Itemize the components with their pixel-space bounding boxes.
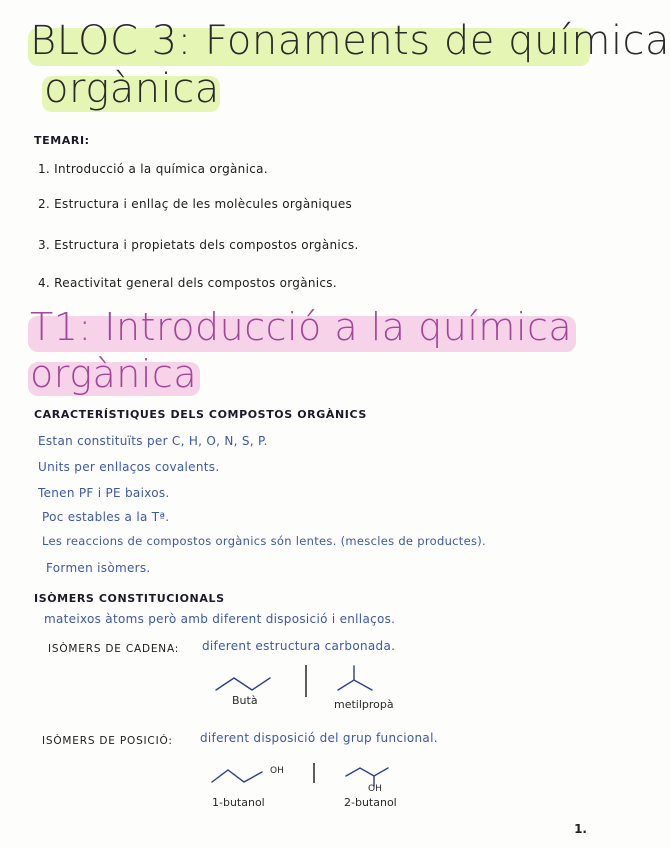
butane-caption: Butà: [232, 694, 258, 707]
topic-title-line-2: orgànica: [30, 352, 198, 396]
topic-title-line-1: T1: Introducció a la química: [30, 305, 573, 349]
caracteristica-item: Poc estables a la Tª.: [42, 510, 170, 524]
caracteristica-item: Estan constituïts per C, H, O, N, S, P.: [38, 434, 268, 448]
caracteristica-item: Units per enllaços covalents.: [38, 460, 220, 474]
page-title-line-1: BLOC 3: Fonaments de química: [30, 18, 670, 64]
posicio-label: ISÒMERS DE POSICIÓ:: [42, 735, 173, 747]
posicio-text: diferent disposició del grup funcional.: [200, 731, 438, 745]
page-number: 1.: [574, 822, 587, 836]
cadena-divider: [304, 664, 308, 698]
temari-heading: TEMARI:: [34, 134, 90, 147]
temari-item: 1. Introducció a la química orgànica.: [38, 162, 268, 176]
temari-item: 2. Estructura i enllaç de les molècules orgàniques: [38, 197, 353, 211]
oh-label: OH: [270, 766, 284, 776]
temari-item: 3. Estructura i propietats dels compostos orgànics.: [38, 238, 359, 252]
caracteristica-item: Les reaccions de compostos orgànics són lentes. (mescles de productes).: [42, 534, 486, 548]
cadena-label: ISÒMERS DE CADENA:: [48, 643, 180, 655]
oh-label: OH: [368, 784, 382, 794]
temari-item: 4. Reactivitat general dels compostos orgànics.: [38, 276, 337, 290]
posicio-divider: [312, 762, 316, 784]
methylpropane-structure-icon: [334, 664, 386, 694]
page-title-line-2: orgànica: [44, 66, 220, 112]
butanol-1-caption: 1-butanol: [212, 796, 265, 809]
caracteristica-item: Formen isòmers.: [46, 561, 151, 575]
butanol-2-caption: 2-butanol: [344, 796, 397, 809]
caracteristiques-heading: CARACTERÍSTIQUES DELS COMPOSTOS ORGÀNICS: [34, 408, 367, 421]
isomers-heading: ISÒMERS CONSTITUCIONALS: [34, 592, 225, 605]
methylpropane-caption: metilpropà: [334, 698, 394, 711]
butane-structure-icon: [214, 672, 284, 696]
caracteristica-item: Tenen PF i PE baixos.: [38, 486, 170, 500]
isomers-definition: mateixos àtoms però amb diferent disposició i enllaços.: [44, 612, 396, 626]
cadena-text: diferent estructura carbonada.: [202, 639, 396, 653]
butanol-1-structure-icon: [210, 764, 270, 786]
